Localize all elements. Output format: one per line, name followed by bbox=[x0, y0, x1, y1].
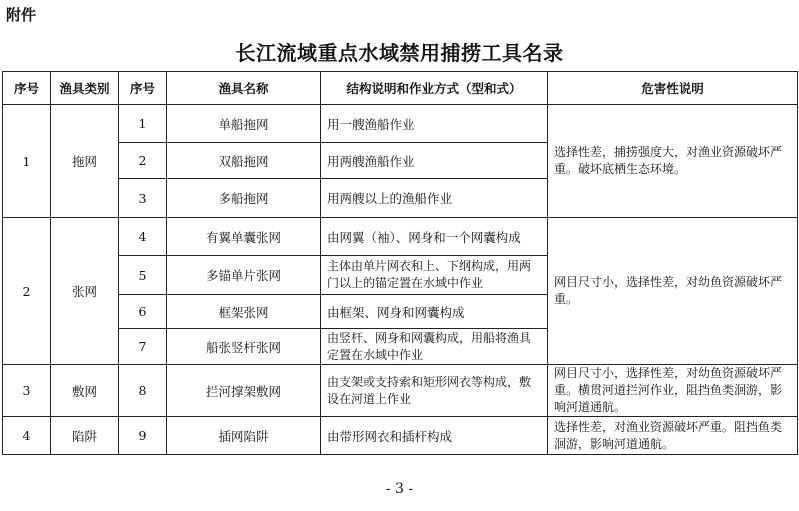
header-category: 渔具类别 bbox=[51, 72, 119, 105]
row-gear-name: 单船拖网 bbox=[167, 105, 321, 143]
header-structure: 结构说明和作业方式（型和式） bbox=[321, 72, 548, 105]
header-gear-name: 渔具名称 bbox=[167, 72, 321, 105]
table-row bbox=[3, 365, 798, 417]
row-structure: 用两艘以上的渔船作业 bbox=[321, 179, 548, 218]
attachment-label: 附件 bbox=[6, 6, 37, 24]
row-seq: 3 bbox=[119, 179, 167, 218]
row-structure: 用一艘渔船作业 bbox=[321, 105, 548, 143]
group-seq: 4 bbox=[3, 417, 51, 455]
table-row bbox=[3, 417, 798, 455]
row-gear-name: 拦河撑架敷网 bbox=[167, 365, 321, 417]
group-harm: 网目尺寸小，选择性差，对幼鱼资源破坏严重。 bbox=[548, 218, 798, 365]
row-structure: 由竖杆、网身和网囊构成，用船将渔具定置在水域中作业 bbox=[321, 329, 548, 365]
group-category: 拖网 bbox=[51, 105, 119, 218]
header-seq: 序号 bbox=[3, 72, 51, 105]
row-gear-name: 多船拖网 bbox=[167, 179, 321, 218]
row-gear-name: 框架张网 bbox=[167, 295, 321, 329]
row-gear-name: 船张竖杆张网 bbox=[167, 329, 321, 365]
fishing-gear-table bbox=[2, 71, 798, 455]
row-gear-name: 双船拖网 bbox=[167, 143, 321, 179]
group-category: 张网 bbox=[51, 218, 119, 365]
group-seq: 2 bbox=[3, 218, 51, 365]
row-gear-name: 多锚单片张网 bbox=[167, 256, 321, 295]
group-harm: 网目尺寸小，选择性差，对幼鱼资源破坏严重。横贯河道拦河作业，阻挡鱼类洄游，影响河道通航。 bbox=[548, 365, 798, 417]
row-gear-name: 有翼单囊张网 bbox=[167, 218, 321, 256]
page-title: 长江流域重点水域禁用捕捞工具名录 bbox=[235, 41, 564, 65]
row-structure: 主体由单片网衣和上、下纲构成，用两门以上的锚定置在水域中作业 bbox=[321, 256, 548, 295]
row-seq: 8 bbox=[119, 365, 167, 417]
header-harm: 危害性说明 bbox=[548, 72, 798, 105]
header-seq-sub: 序号 bbox=[119, 72, 167, 105]
row-structure: 由支架或支持索和矩形网衣等构成，敷设在河道上作业 bbox=[321, 365, 548, 417]
group-seq: 3 bbox=[3, 365, 51, 417]
group-category: 陷阱 bbox=[51, 417, 119, 455]
row-seq: 7 bbox=[119, 329, 167, 365]
row-seq: 4 bbox=[119, 218, 167, 256]
row-seq: 1 bbox=[119, 105, 167, 143]
row-seq: 9 bbox=[119, 417, 167, 455]
row-structure: 由带形网衣和插杆构成 bbox=[321, 417, 548, 455]
row-structure: 由框架、网身和网囊构成 bbox=[321, 295, 548, 329]
row-seq: 2 bbox=[119, 143, 167, 179]
row-seq: 5 bbox=[119, 256, 167, 295]
table-row bbox=[3, 105, 798, 143]
page-number: - 3 - bbox=[385, 481, 414, 497]
group-harm: 选择性差，对渔业资源破坏严重。阻挡鱼类洄游，影响河道通航。 bbox=[548, 417, 798, 455]
table-header-row bbox=[3, 72, 798, 105]
table-row bbox=[3, 218, 798, 256]
group-seq: 1 bbox=[3, 105, 51, 218]
row-gear-name: 插网陷阱 bbox=[167, 417, 321, 455]
row-structure: 用两艘渔船作业 bbox=[321, 143, 548, 179]
row-seq: 6 bbox=[119, 295, 167, 329]
group-harm: 选择性差，捕捞强度大，对渔业资源破坏严重。破坏底栖生态环境。 bbox=[548, 105, 798, 218]
group-category: 敷网 bbox=[51, 365, 119, 417]
row-structure: 由网翼（袖）、网身和一个网囊构成 bbox=[321, 218, 548, 256]
